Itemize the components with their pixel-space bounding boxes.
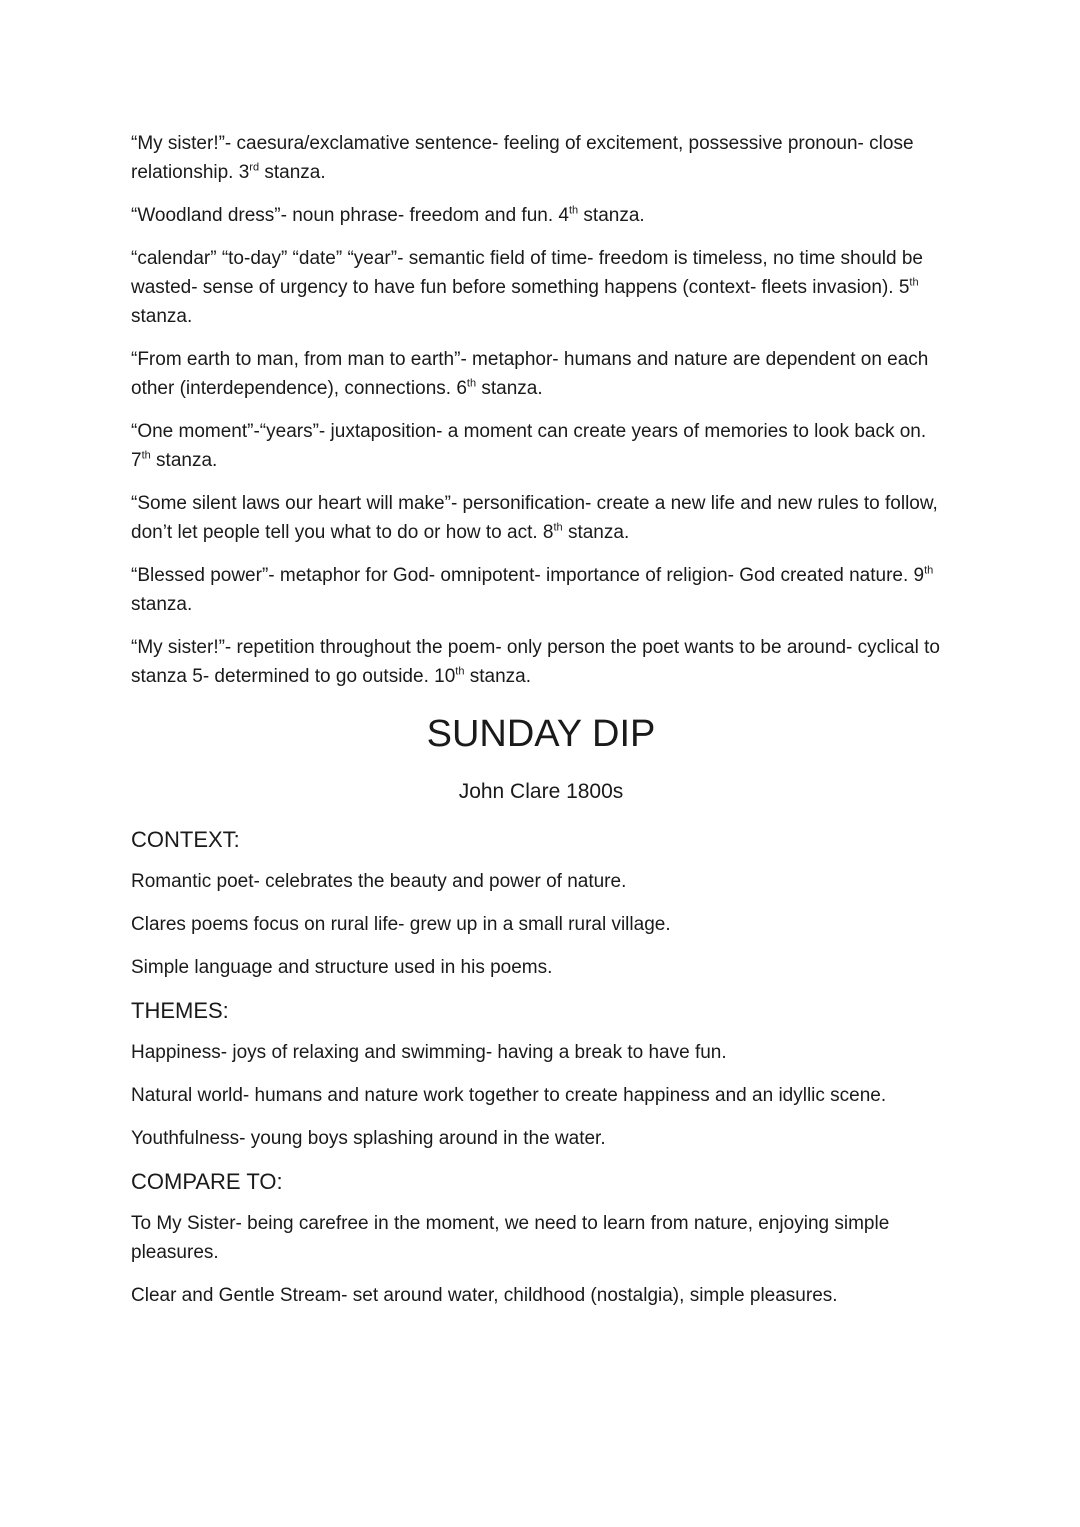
context-heading: CONTEXT: [131,827,240,852]
compare-section [131,1167,951,1310]
stanza-note: “Blessed power”- metaphor for God- omnipotent- importance of religion- God created nature. 9th stanza. [131,564,934,615]
context-section [131,825,951,982]
poem-title: SUNDAY DIP [426,713,656,755]
theme-item: Happiness- joys of relaxing and swimming- having a break to have fun. [131,1042,727,1063]
stanza-notes [131,129,951,691]
theme-item: Youthfulness- young boys splashing around in the water. [131,1128,606,1149]
theme-item: Natural world- humans and nature work together to create happiness and an idyllic scene. [131,1085,887,1106]
compare-item: To My Sister- being carefree in the moment, we need to learn from nature, enjoying simple pleasures. [131,1213,890,1263]
stanza-note: “Some silent laws our heart will make”- personification- create a new life and new rules to follow, don’t let people tell you what to do or how to act. 8th stanza. [131,493,938,543]
context-item: Simple language and structure used in his poems. [131,957,553,978]
stanza-note: “Woodland dress”- noun phrase- freedom and fun. 4th stanza. [131,204,645,226]
stanza-note: “My sister!”- caesura/exclamative sentence- feeling of excitement, possessive pronoun- close relationship. 3rd stanza. [131,133,914,183]
compare-item: Clear and Gentle Stream- set around water, childhood (nostalgia), simple pleasures. [131,1285,838,1306]
stanza-note: “My sister!”- repetition throughout the poem- only person the poet wants to be around- cyclical to stanza 5- determined to go outside. 10th stanza. [131,637,940,687]
themes-heading: THEMES: [131,998,229,1023]
themes-section [131,996,951,1153]
stanza-note: “One moment”-“years”- juxtaposition- a moment can create years of memories to look back on. 7th stanza. [131,421,927,471]
stanza-note: “calendar” “to-day” “date” “year”- semantic field of time- freedom is timeless, no time should be wasted- sense of urgency to have fun before something happens (context- fleets invasion). 5th stanza. [131,248,923,327]
compare-heading: COMPARE TO: [131,1169,283,1194]
context-item: Clares poems focus on rural life- grew up in a small rural village. [131,914,671,935]
document-page [131,129,951,1324]
poem-author-line: John Clare 1800s [458,780,624,803]
stanza-note: “From earth to man, from man to earth”- metaphor- humans and nature are dependent on each other (interdependence), connections. 6th stanza. [131,349,929,399]
context-item: Romantic poet- celebrates the beauty and power of nature. [131,871,627,892]
